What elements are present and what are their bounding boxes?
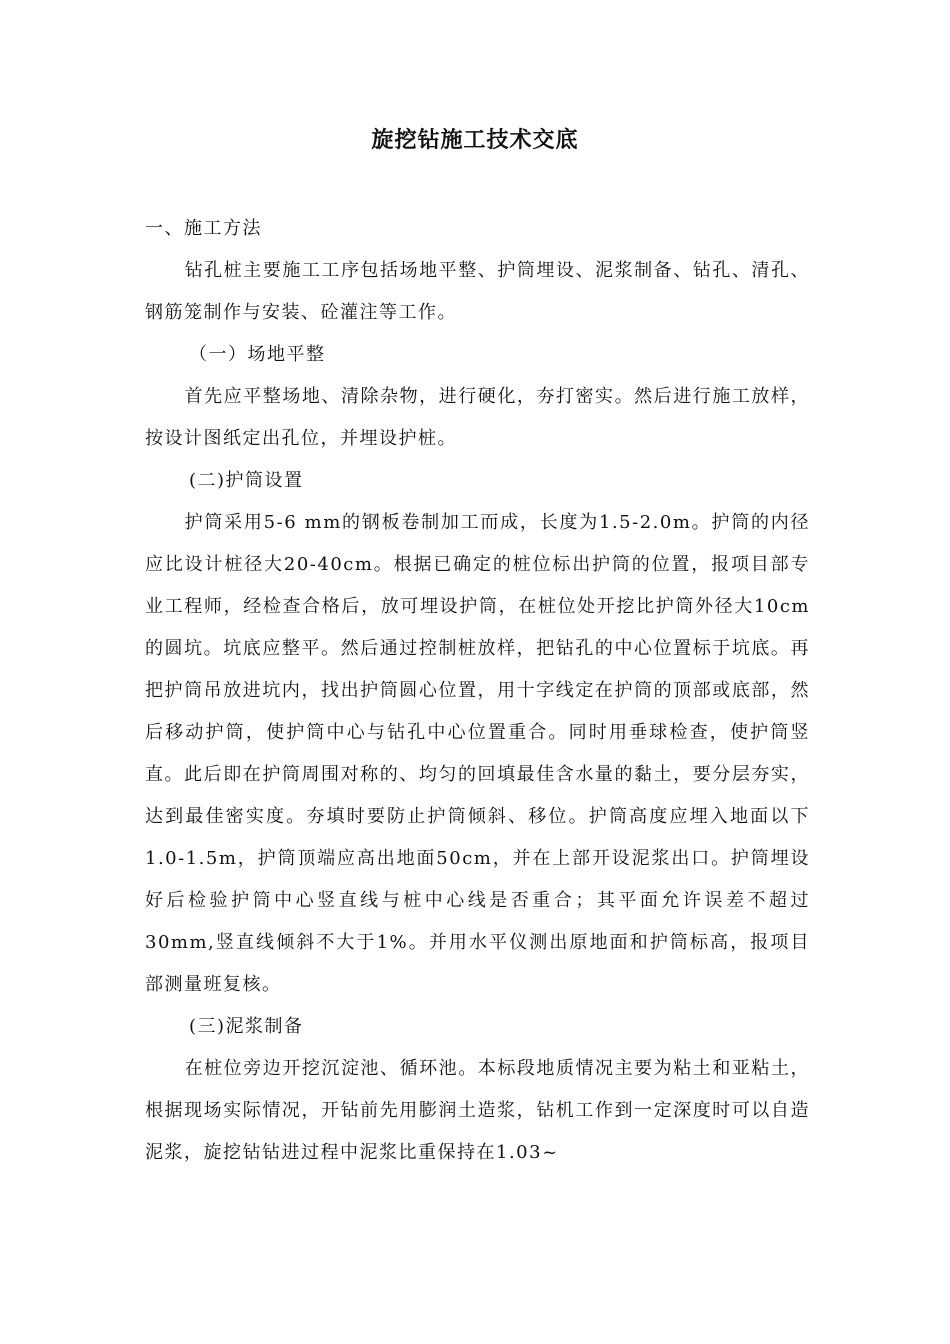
subsection-heading-site-leveling: （一）场地平整 xyxy=(189,344,326,365)
section-heading-construction-method: 一、施工方法 xyxy=(145,218,262,239)
subsection-heading-casing-setup: (二)护筒设置 xyxy=(189,470,304,491)
document-title: 旋挖钻施工技术交底 xyxy=(371,127,579,153)
casing-setup-paragraph: 护筒采用5-6 mm的钢板卷制加工而成，长度为1.5-2.0m。护筒的内径应比设计桩径大20-40cm。根据已确定的桩位标出护筒的位置，报项目部专业工程师，经检查合格后，放可埋设护筒，在桩位处开挖比护筒外径大10cm的圆坑。坑底应整平。然后通过控制桩放样，把钻孔的中心位置标于坑底。再把护筒吊放进坑内，找出护筒圆心位置，用十字线定在护筒的顶部或底部，然后移动护筒，使护筒中心与钻孔中心位置重合。同时用垂球检查，使护筒竖直。此后即在护筒周围对称的、均匀的回填最佳含水量的黏土，要分层夯实，达到最佳密实度。夯填时要防止护筒倾斜、移位。护筒高度应埋入地面以下1.0-1.5m，护筒顶端应高出地面50cm，并在上部开设泥浆出口。护筒埋设好后检验护筒中心竖直线与桩中心线是否重合；其平面允许误差不超过30mm,竖直线倾斜不大于1%。并用水平仪测出原地面和护筒标高，报项目部测量班复核。 xyxy=(145,512,810,995)
subsection-heading-slurry-preparation: (三)泥浆制备 xyxy=(189,1016,304,1037)
site-leveling-paragraph: 首先应平整场地、清除杂物，进行硬化，夯打密实。然后进行施工放样，按设计图纸定出孔位，并埋设护桩。 xyxy=(145,386,810,449)
document-body xyxy=(145,208,810,1174)
slurry-preparation-paragraph: 在桩位旁边开挖沉淀池、循环池。本标段地质情况主要为粘土和亚粘土，根据现场实际情况，开钻前先用膨润土造浆，钻机工作到一定深度时可以自造泥浆，旋挖钻钻进过程中泥浆比重保持在1.03~ xyxy=(145,1058,810,1163)
intro-paragraph: 钻孔桩主要施工工序包括场地平整、护筒埋设、泥浆制备、钻孔、清孔、钢筋笼制作与安装、砼灌注等工作。 xyxy=(145,260,810,323)
